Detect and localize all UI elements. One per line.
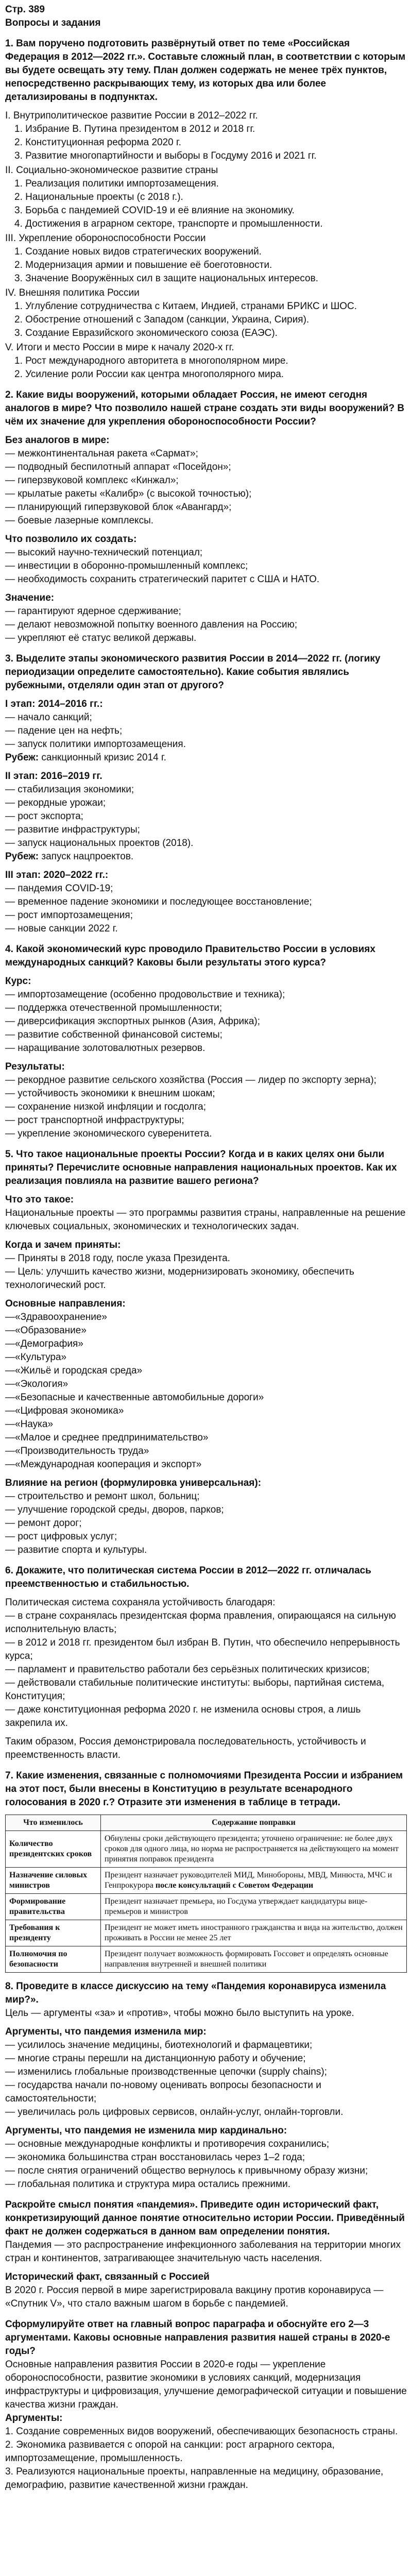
list-item: — развитие спорта и культуры. bbox=[5, 1545, 147, 1555]
table-cell-what: Требования к президенту bbox=[6, 1920, 101, 1946]
list-item: — инвестиции в оборонно-промышленный комплекс; bbox=[5, 561, 248, 571]
table-cell-content bbox=[101, 1946, 407, 1973]
table-row bbox=[6, 1831, 407, 1868]
question-8 bbox=[5, 1980, 407, 2191]
content-text: Президент назначает премьера, но Госдума утверждает кандидатуры вице-премьеров и министров bbox=[105, 1897, 368, 1916]
answer-block-significance bbox=[5, 591, 407, 645]
question-7 bbox=[5, 1769, 407, 1973]
list-item: — укрепление экономического суверенитета. bbox=[5, 1128, 212, 1139]
list-item: — увеличилась роль цифровых сервисов, онлайн-услуг, онлайн-торговли. bbox=[5, 2107, 344, 2117]
section-title: Вопросы и задания bbox=[5, 18, 101, 28]
stage-border bbox=[5, 850, 407, 863]
plan-heading: I. Внутриполитическое развитие России в 2012–2022 гг. bbox=[5, 110, 258, 121]
list-item: — в 2012 и 2018 гг. президентом был избран В. Путин, что обеспечило непрерывность курса; bbox=[5, 1637, 400, 1662]
list-item: — основные международные конфликты и противоречия сохранились; bbox=[5, 2139, 330, 2149]
question-2 bbox=[5, 388, 407, 645]
block-title: Аргументы: bbox=[5, 2413, 63, 2424]
answer-block-conclusion bbox=[5, 1735, 407, 1762]
answer-block-definition bbox=[5, 1193, 407, 1233]
block-title: Влияние на регион (формулировка универсальная): bbox=[5, 1478, 262, 1488]
block-title: Исторический факт, связанный с Россией bbox=[5, 2272, 210, 2282]
question-main bbox=[5, 2318, 407, 2492]
stage-title: III этап: 2020–2022 гг.: bbox=[5, 870, 109, 880]
stage-1 bbox=[5, 698, 407, 765]
stage-border-text: запуск нацпроектов. bbox=[39, 851, 134, 862]
list-item: — рост экспорта; bbox=[5, 811, 83, 822]
list-item: —«Демография» bbox=[5, 1338, 83, 1349]
plan-heading: IV. Внешняя политика России bbox=[5, 287, 140, 298]
plan-heading: III. Укрепление обороноспособности России bbox=[5, 233, 206, 244]
answer-block-course bbox=[5, 975, 407, 1055]
question-concept bbox=[5, 2198, 407, 2311]
list-item: —«Здравоохранение» bbox=[5, 1312, 107, 1323]
question-text: 7. Какие изменения, связанные с полномочиями Президента России и избранием на этот пост, были внесены в Конституцию в результате всенародного голосования в 2020 г.? Отразите эти изменения в таблице в тетради. bbox=[5, 1770, 403, 1808]
stage-title: II этап: 2016–2019 гг. bbox=[5, 771, 102, 782]
list-item: —«Наука» bbox=[5, 1419, 54, 1430]
stage-border-label: Рубеж: bbox=[5, 851, 39, 862]
answer-block-when bbox=[5, 1239, 407, 1292]
paragraph: Политическая система сохраняла устойчивость благодаря: bbox=[5, 1597, 276, 1608]
list-item: —«Цифровая экономика» bbox=[5, 1405, 124, 1416]
table-cell-what: Полномочия по безопасности bbox=[6, 1946, 101, 1973]
question-6 bbox=[5, 1564, 407, 1762]
list-item: — развитие инфраструктуры; bbox=[5, 824, 140, 835]
answer-block-stability bbox=[5, 1596, 407, 1730]
list-item: — гарантируют ядерное сдерживание; bbox=[5, 606, 181, 617]
plan-item: 1. Рост международного авторитета в многополярном мире. bbox=[14, 355, 288, 366]
list-item: —«Безопасные и качественные автомобильные дороги» bbox=[5, 1392, 264, 1403]
list-item: —«Производительность труда» bbox=[5, 1446, 149, 1456]
table-header-row bbox=[6, 1815, 407, 1831]
list-item: — в стране сохранялась президентская форма правления, опирающаяся на сильную исполнительную власть; bbox=[5, 1611, 396, 1635]
list-item: — наращивание золотовалютных резервов. bbox=[5, 1043, 205, 1054]
list-item: — рост транспортной инфраструктуры; bbox=[5, 1115, 184, 1126]
list-item: — Приняты в 2018 году, после указа Президента. bbox=[5, 1253, 230, 1264]
question-text: 3. Выделите этапы экономического развития России в 2014—2022 гг. (логику периодизации определите самостоятельно). Какие события являлись рубежными, отделяли один этап от другого? bbox=[5, 653, 381, 691]
table-header: Содержание поправки bbox=[101, 1815, 407, 1831]
list-item: — рост импортозамещения; bbox=[5, 910, 133, 921]
list-item: — делают невозможной попытку военного давления на Россию; bbox=[5, 619, 298, 630]
table-row bbox=[6, 1894, 407, 1920]
list-item: — сохранение низкой инфляции и госдолга; bbox=[5, 1101, 207, 1112]
list-item: — рост цифровых услуг; bbox=[5, 1531, 117, 1542]
list-item: — пандемия COVID-19; bbox=[5, 883, 113, 894]
table-row bbox=[6, 1946, 407, 1973]
list-item: — глобальная политика и структура мира остались прежними. bbox=[5, 2179, 290, 2190]
list-item: — после снятия ограничений общество вернулось к привычному образу жизни; bbox=[5, 2165, 368, 2176]
question-5 bbox=[5, 1148, 407, 1557]
list-item: —«Международная кооперация и экспорт» bbox=[5, 1459, 202, 1470]
list-item: —«Жильё и городская среда» bbox=[5, 1365, 143, 1376]
list-item: —«Экология» bbox=[5, 1379, 68, 1389]
list-item: — усилилось значение медицины, биотехнологий и фармацевтики; bbox=[5, 2040, 313, 2050]
paragraph: Пандемия — это распространение инфекционного заболевания на территории многих стран и континентов, затрагивающее значительную часть населения. bbox=[5, 2240, 401, 2264]
table-cell-content bbox=[101, 1831, 407, 1868]
content-text: Президент назначает руководителей МИД, Минобороны, МВД, Минюста, МЧС и Генпрокурора bbox=[105, 1871, 392, 1890]
list-item: — планирующий гиперзвуковой блок «Авангард»; bbox=[5, 502, 232, 513]
list-item: 2. Экономика развивается с опорой на санкции: рост аграрного сектора, импортозамещение, промышленность. bbox=[5, 2439, 335, 2464]
stage-border bbox=[5, 751, 407, 765]
list-item: — стабилизация экономики; bbox=[5, 784, 134, 795]
list-item: — поддержка отечественной промышленности; bbox=[5, 1003, 222, 1013]
list-item: — импортозамещение (особенно продовольствие и техника); bbox=[5, 989, 285, 1000]
question-text: 1. Вам поручено подготовить развёрнутый ответ по теме «Российская Федерация в 2012—2022 гг.». Составьте сложный план, в соответствии с которым вы будете освещать эту тему. План должен содержать не менее трёх пунктов, непосредственно раскрывающих тему, из которых два или более детализированы в подпунктах. bbox=[5, 38, 406, 103]
block-title: Без аналогов в мире: bbox=[5, 435, 110, 446]
answer-block-not-changed bbox=[5, 2124, 407, 2191]
list-item: — подводный беспилотный аппарат «Посейдон»; bbox=[5, 462, 231, 472]
plan-item: 1. Углубление сотрудничества с Китаем, Индией, странами БРИКС и ШОС. bbox=[14, 301, 357, 312]
answer-block-region bbox=[5, 1477, 407, 1557]
plan-item: 2. Обострение отношений с Западом (санкции, Украина, Сирия). bbox=[14, 314, 310, 325]
block-title: Когда и зачем приняты: bbox=[5, 1240, 121, 1250]
list-item: 1. Создание современных видов вооружений, обеспечивающих безопасность страны. bbox=[5, 2426, 398, 2437]
table-row bbox=[6, 1920, 407, 1946]
list-item: —«Культура» bbox=[5, 1352, 67, 1363]
amendments-table bbox=[5, 1815, 407, 1973]
plan-item: 2. Усиление роли России как центра многополярного мира. bbox=[14, 369, 284, 380]
block-title: Что это такое: bbox=[5, 1194, 74, 1205]
answer-block-unique-weapons bbox=[5, 434, 407, 528]
list-item: — диверсификация экспортных рынков (Азия, Африка); bbox=[5, 1016, 261, 1027]
plan-item: 3. Борьба с пандемией COVID-19 и её влияние на экономику. bbox=[14, 205, 295, 216]
question-3 bbox=[5, 652, 407, 936]
table-cell-what: Количество президентских сроков bbox=[6, 1831, 101, 1868]
table-row bbox=[6, 1868, 407, 1894]
list-item: — высокий научно-технический потенциал; bbox=[5, 547, 203, 558]
list-item: — экономика большинства стран восстановилась через 1–2 года; bbox=[5, 2152, 305, 2163]
answer-block-fact bbox=[5, 2270, 407, 2311]
content-text: Обнулены сроки действующего президента; уточнено ограничение: не более двух сроков для одного лица, но норма не распространяется на действующего на момент принятия поправок президента bbox=[105, 1834, 399, 1863]
block-title: Значение: bbox=[5, 592, 55, 603]
question-text: Сформулируйте ответ на главный вопрос параграфа и обоснуйте его 2—3 аргументами. Каковы основные направления развития нашей страны в 2020-е годы? bbox=[5, 2319, 390, 2357]
plan-item: 2. Конституционная реформа 2020 г. bbox=[14, 137, 181, 148]
list-item: — запуск национальных проектов (2018). bbox=[5, 838, 194, 849]
list-item: — рекордное развитие сельского хозяйства (Россия — лидер по экспорту зерна); bbox=[5, 1075, 376, 1086]
answer-block-results bbox=[5, 1060, 407, 1141]
answer-block-enablers bbox=[5, 533, 407, 586]
list-item: — развитие собственной финансовой системы; bbox=[5, 1029, 222, 1040]
list-item: — многие страны перешли на дистанционную работу и обучение; bbox=[5, 2053, 306, 2064]
complex-plan bbox=[5, 109, 407, 381]
list-item: — парламент и правительство работали без серьёзных политических кризисов; bbox=[5, 1664, 370, 1675]
paragraph: Национальные проекты — это программы развития страны, направленные на решение ключевых социальных, экономических и технологических задач. bbox=[5, 1208, 406, 1232]
list-item: — межконтинентальная ракета «Сармат»; bbox=[5, 448, 198, 459]
plan-item: 3. Создание Евразийского экономического союза (ЕАЭС). bbox=[14, 328, 278, 338]
list-item: —«Малое и среднее предпринимательство» bbox=[5, 1432, 209, 1443]
list-item: — новые санкции 2022 г. bbox=[5, 923, 118, 934]
list-item: — гиперзвуковой комплекс «Кинжал»; bbox=[5, 475, 179, 486]
content-text-bold: после консультаций с Советом Федерации bbox=[155, 1881, 314, 1890]
block-title: Что позволило их создать: bbox=[5, 534, 137, 545]
paragraph: Основные направления развития России в 2020-е годы — укрепление обороноспособности, развитие экономики в условиях санкций, модернизация инфраструктуры и цифровизация, улучшение демографической ситуации и повышение качества жизни граждан. bbox=[5, 2359, 407, 2410]
list-item: — государства начали по-новому оценивать вопросы безопасности и самостоятельности; bbox=[5, 2080, 321, 2104]
list-item: — ремонт дорог; bbox=[5, 1518, 82, 1529]
list-item: — даже конституционная реформа 2020 г. не изменила основы строя, а лишь закрепила их. bbox=[5, 1704, 361, 1728]
table-cell-content bbox=[101, 1920, 407, 1946]
answer-block-changed bbox=[5, 2025, 407, 2119]
list-item: — начало санкций; bbox=[5, 712, 92, 723]
answer-block-directions bbox=[5, 1297, 407, 1471]
list-item: — боевые лазерные комплексы. bbox=[5, 515, 154, 526]
paragraph: Таким образом, Россия демонстрировала последовательность, устойчивость и преемственность власти. bbox=[5, 1736, 366, 1760]
stage-title: I этап: 2014–2016 гг.: bbox=[5, 699, 103, 709]
table-header: Что изменилось bbox=[6, 1815, 101, 1831]
paragraph: Цель — аргументы «за» и «против», чтобы можно было выступить на уроке. bbox=[5, 2008, 354, 2019]
question-text: 5. Что такое национальные проекты России? Когда и в каких целях они были приняты? Перечислите основные направления национальных проектов. Как их реализация повлияла на развитие вашего региона? bbox=[5, 1149, 397, 1187]
list-item: — запуск политики импортозамещения. bbox=[5, 739, 186, 750]
question-text: 6. Докажите, что политическая система России в 2012—2022 гг. отличалась преемственностью и стабильностью. bbox=[5, 1565, 371, 1589]
block-title: Курс: bbox=[5, 976, 31, 987]
list-item: — Цель: улучшить качество жизни, модернизировать экономику, обеспечить технологический рост. bbox=[5, 1266, 354, 1291]
plan-item: 2. Модернизация армии и повышение её боеготовности. bbox=[14, 260, 272, 270]
question-1 bbox=[5, 37, 407, 381]
list-item: —«Образование» bbox=[5, 1325, 87, 1336]
table-cell-content bbox=[101, 1868, 407, 1894]
list-item: — рекордные урожаи; bbox=[5, 798, 106, 808]
plan-item: 4. Достижения в аграрном секторе, транспорте и промышленности. bbox=[14, 218, 323, 229]
table-cell-content bbox=[101, 1894, 407, 1920]
paragraph: В 2020 г. Россия первой в мире зарегистрировала вакцину против коронавируса — «Спутник V», что стало важным шагом в борьбе с пандемией. bbox=[5, 2285, 384, 2309]
stage-2 bbox=[5, 770, 407, 863]
plan-item: 1. Реализация политики импортозамещения. bbox=[14, 178, 219, 189]
list-item: — строительство и ремонт школ, больниц; bbox=[5, 1491, 200, 1502]
stage-3 bbox=[5, 869, 407, 936]
block-title: Аргументы, что пандемия изменила мир: bbox=[5, 2026, 207, 2037]
list-item: — укрепляют её статус великой державы. bbox=[5, 633, 197, 643]
list-item: — падение цен на нефть; bbox=[5, 725, 123, 736]
list-item: — необходимость сохранить стратегический паритет с США и НАТО. bbox=[5, 574, 320, 585]
list-item: — улучшение городской среды, дворов, парков; bbox=[5, 1504, 224, 1515]
stage-border-label: Рубеж: bbox=[5, 752, 39, 763]
question-text: Раскройте смысл понятия «пандемия». Приведите один исторический факт, конкретизирующий данное понятие относительно истории России. Приведённый факт не должен содержаться в данном вам определении понятия. bbox=[5, 2199, 405, 2237]
page-number: Стр. 389 bbox=[5, 4, 45, 15]
table-cell-what: Формирование правительства bbox=[6, 1894, 101, 1920]
question-text: 4. Какой экономический курс проводило Правительство России в условиях международных санкций? Каковы были результаты этого курса? bbox=[5, 944, 375, 968]
plan-heading: II. Социально-экономическое развитие страны bbox=[5, 165, 218, 176]
block-title: Аргументы, что пандемия не изменила мир кардинально: bbox=[5, 2125, 287, 2136]
plan-item: 3. Развитие многопартийности и выборы в Госдуму 2016 и 2021 гг. bbox=[14, 150, 317, 161]
question-text: 2. Какие виды вооружений, которыми обладает Россия, не имеют сегодня аналогов в мире? Что позволило нашей стране создать эти виды вооружений? В чём их значение для укрепления обороноспособности России? bbox=[5, 389, 405, 427]
stage-border-text: санкционный кризис 2014 г. bbox=[39, 752, 166, 763]
content-text: Президент получает возможность формировать Госсовет и определять основные направления внутренней и внешней политики bbox=[105, 1950, 388, 1969]
list-item: — изменились глобальные производственные цепочки (supply chains); bbox=[5, 2066, 327, 2077]
block-title: Результаты: bbox=[5, 1061, 65, 1072]
plan-item: 2. Национальные проекты (с 2018 г.). bbox=[14, 192, 183, 202]
list-item: — действовали стабильные политические институты: выборы, партийная система, Конституция; bbox=[5, 1677, 385, 1702]
content-text: Президент не может иметь иностранного гражданства и вида на жительство, должен проживать в России не менее 25 лет bbox=[105, 1923, 403, 1942]
question-text: 8. Проведите в классе дискуссию на тему «Пандемия коронавируса изменила мир?». bbox=[5, 1981, 386, 2005]
question-4 bbox=[5, 943, 407, 1141]
list-item: — устойчивость экономики к внешним шокам; bbox=[5, 1088, 215, 1099]
plan-heading: V. Итоги и место России в мире к началу 2020-х гг. bbox=[5, 342, 234, 353]
plan-item: 1. Избрание В. Путина президентом в 2012 и 2018 гг. bbox=[14, 124, 255, 134]
table-cell-what: Назначение силовых министров bbox=[6, 1868, 101, 1894]
plan-item: 3. Значение Вооружённых сил в защите национальных интересов. bbox=[14, 273, 318, 284]
list-item: 3. Реализуются национальные проекты, направленные на медицину, образование, демографию, развитие качественной жизни граждан. bbox=[5, 2466, 384, 2490]
plan-item: 1. Создание новых видов стратегических вооружений. bbox=[14, 246, 262, 257]
list-item: — крылатые ракеты «Калибр» (с высокой точностью); bbox=[5, 488, 252, 499]
block-title: Основные направления: bbox=[5, 1298, 126, 1309]
list-item: — временное падение экономики и последующее восстановление; bbox=[5, 896, 312, 907]
